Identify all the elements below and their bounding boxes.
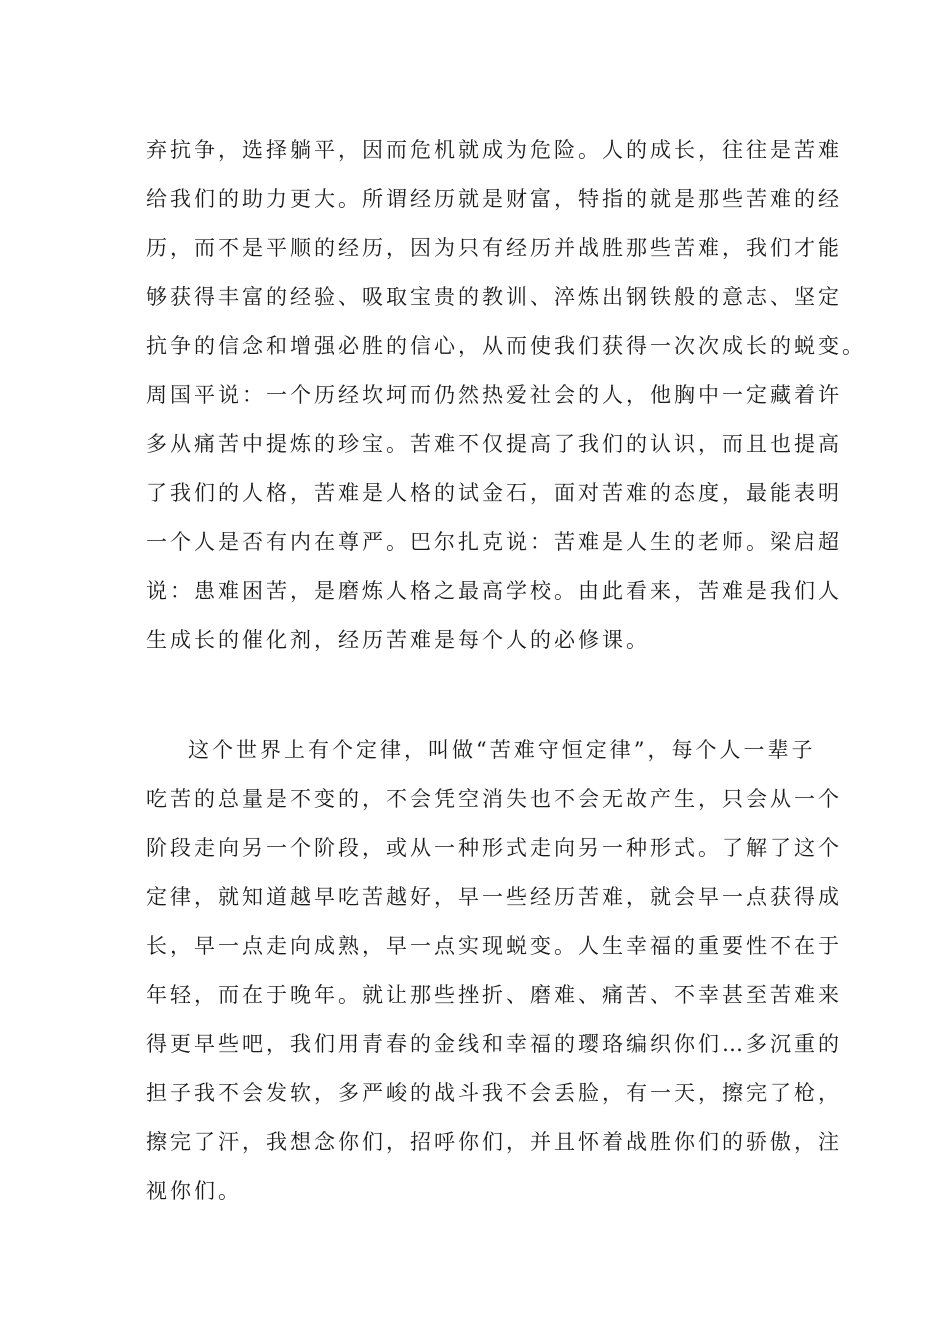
- text-line: 年轻，而在于晚年。就让那些挫折、磨难、痛苦、不幸甚至苦难来: [146, 983, 842, 1007]
- text-line: 说：患难困苦，是磨炼人格之最高学校。由此看来，苦难是我们人: [146, 579, 842, 603]
- text-line: 擦完了汗，我想念你们，招呼你们，并且怀着战胜你们的骄傲，注: [146, 1130, 842, 1154]
- text-line: 一个人是否有内在尊严。巴尔扎克说：苦难是人生的老师。梁启超: [146, 530, 842, 554]
- text-line: 视你们。: [146, 1179, 242, 1203]
- text-line: 弃抗争，选择躺平，因而危机就成为危险。人的成长，往往是苦难: [146, 138, 842, 162]
- text-line: 生成长的催化剂，经历苦难是每个人的必修课。: [146, 628, 650, 652]
- text-line: 阶段走向另一个阶段，或从一种形式走向另一种形式。了解了这个: [146, 836, 842, 860]
- text-line-first-indented: 这个世界上有个定律，叫做“苦难守恒定律”，每个人一辈子: [188, 738, 816, 762]
- text-line: 历，而不是平顺的经历，因为只有经历并战胜那些苦难，我们才能: [146, 236, 842, 260]
- text-line: 长，早一点走向成熟，早一点实现蜕变。人生幸福的重要性不在于: [146, 934, 842, 958]
- text-line: 得更早些吧，我们用青春的金线和幸福的璎珞编织你们…多沉重的: [146, 1032, 842, 1056]
- text-line: 抗争的信念和增强必胜的信心，从而使我们获得一次次成长的蜕变。: [146, 334, 866, 358]
- paragraph-2: [146, 726, 842, 1216]
- text-line: 定律，就知道越早吃苦越好，早一些经历苦难，就会早一点获得成: [146, 885, 842, 909]
- paragraph-1: [146, 126, 866, 665]
- text-line: 了我们的人格，苦难是人格的试金石，面对苦难的态度，最能表明: [146, 481, 842, 505]
- text-line: 周国平说：一个历经坎坷而仍然热爱社会的人，他胸中一定藏着许: [146, 383, 842, 407]
- text-line: 给我们的助力更大。所谓经历就是财富，特指的就是那些苦难的经: [146, 187, 842, 211]
- text-line: 担子我不会发软，多严峻的战斗我不会丢脸，有一天，擦完了枪，: [146, 1081, 842, 1105]
- text-line: 吃苦的总量是不变的，不会凭空消失也不会无故产生，只会从一个: [146, 787, 842, 811]
- text-line: 够获得丰富的经验、吸取宝贵的教训、淬炼出钢铁般的意志、坚定: [146, 285, 842, 309]
- text-line: 多从痛苦中提炼的珍宝。苦难不仅提高了我们的认识，而且也提高: [146, 432, 842, 456]
